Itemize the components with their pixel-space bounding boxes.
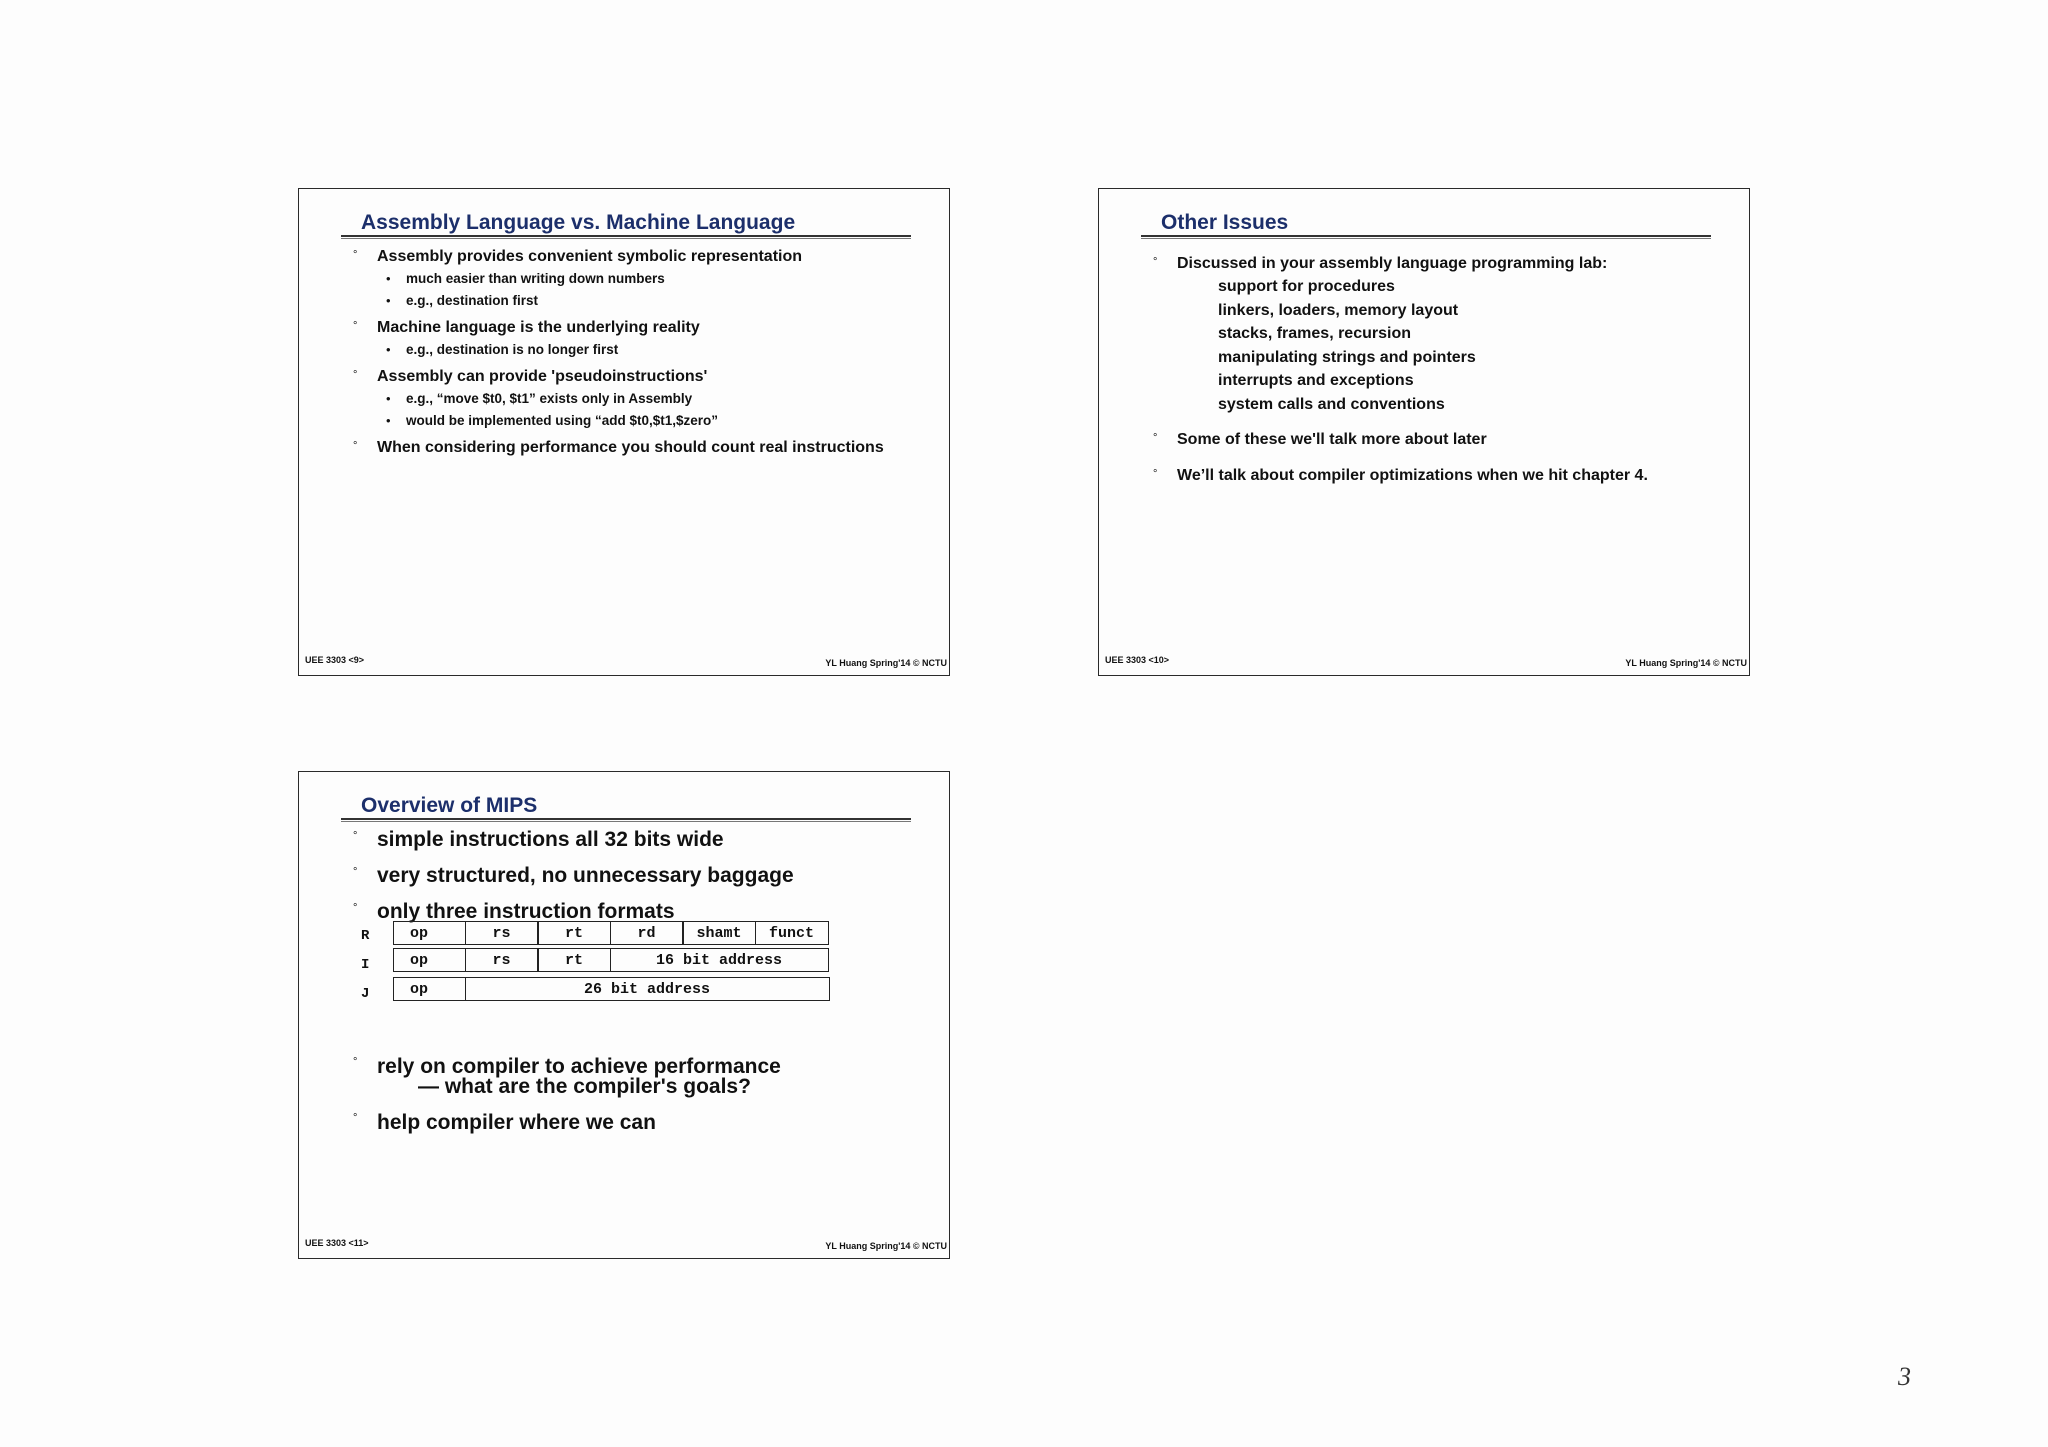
bullet-icon: ° (1153, 432, 1158, 444)
slide-bullet: When considering performance you should count real instructions (377, 439, 884, 456)
slide-footer-right: YL Huang Spring'14 © NCTU (1625, 658, 1747, 668)
bullet-icon: ° (353, 866, 358, 878)
slide-title: Assembly Language vs. Machine Language (361, 211, 796, 234)
format-row-i (393, 948, 829, 970)
slide-indented-item: linkers, loaders, memory layout (1218, 302, 1459, 319)
bullet-icon: ° (353, 369, 358, 381)
sub-bullet-icon: • (386, 342, 391, 357)
bullet-icon: ° (353, 1056, 358, 1068)
format-field: rs (465, 948, 539, 972)
format-field: rd (610, 921, 684, 945)
slide-footer-left: UEE 3303 <10> (1105, 655, 1170, 665)
page-number: 3 (1898, 1362, 1911, 1391)
slide-indented-item: stacks, frames, recursion (1218, 325, 1411, 342)
slide-bullet: Assembly can provide 'pseudoinstructions' (377, 368, 708, 385)
slide-title: Other Issues (1161, 211, 1289, 234)
bullet-icon: ° (353, 440, 358, 452)
slide-sub-bullet: much easier than writing down numbers (406, 271, 665, 286)
slide-footer-left: UEE 3303 <11> (305, 1238, 369, 1248)
slide-indented-item: support for procedures (1218, 278, 1395, 295)
bullet-icon: ° (353, 249, 358, 261)
bullet-icon: ° (353, 1112, 358, 1124)
format-field: shamt (682, 921, 756, 945)
bullet-icon: ° (1153, 468, 1158, 480)
bullet-icon: ° (1153, 256, 1158, 268)
sub-bullet-icon: • (386, 413, 391, 428)
slide-bullet: very structured, no unnecessary baggage (377, 864, 794, 887)
format-field: 16 bit address (610, 948, 829, 972)
format-label-j: J (361, 986, 370, 1002)
slide-bullet: We’ll talk about compiler optimizations when we hit chapter 4. (1177, 467, 1648, 484)
slide-bullet: Machine language is the underlying reality (377, 319, 700, 336)
format-field: funct (755, 921, 829, 945)
format-field: op (393, 921, 466, 945)
format-row-j (393, 977, 830, 999)
sub-bullet-icon: • (386, 391, 391, 406)
slide-bullet: help compiler where we can (377, 1111, 656, 1134)
slide-sub-bullet: e.g., “move $t0, $t1” exists only in Assembly (406, 391, 693, 406)
slide-bullet: only three instruction formats (377, 900, 675, 923)
slide-overview-of-mips (298, 771, 950, 1259)
slide-other-issues (1098, 188, 1750, 676)
bullet-icon: ° (353, 902, 358, 914)
sub-bullet-icon: • (386, 271, 391, 286)
slide-indented-item: interrupts and exceptions (1218, 372, 1414, 389)
slide-title: Overview of MIPS (361, 794, 538, 817)
format-field: rt (537, 948, 611, 972)
slide-sub-bullet: e.g., destination first (406, 293, 539, 308)
slide-indented-item: manipulating strings and pointers (1218, 349, 1476, 366)
format-field: rt (537, 921, 611, 945)
slide-sub-line: — what are the compiler's goals? (418, 1075, 751, 1098)
slide-sub-bullet: e.g., destination is no longer first (406, 342, 619, 357)
slide-bullet: Some of these we'll talk more about later (1177, 431, 1487, 448)
format-label-r: R (361, 928, 370, 944)
slide-bullet: rely on compiler to achieve performance (377, 1055, 781, 1078)
title-rule (341, 235, 911, 239)
title-rule (1141, 235, 1711, 239)
slide-bullet: simple instructions all 32 bits wide (377, 828, 724, 851)
slide-footer-right: YL Huang Spring'14 © NCTU (825, 1241, 947, 1251)
format-field: 26 bit address (465, 977, 830, 1001)
slide-footer-left: UEE 3303 <9> (305, 655, 365, 665)
sub-bullet-icon: • (386, 293, 391, 308)
format-label-i: I (361, 957, 370, 973)
slide-bullet: Assembly provides convenient symbolic representation (377, 248, 803, 265)
format-row-r (393, 921, 829, 943)
format-field: op (393, 977, 466, 1001)
slide-indented-item: system calls and conventions (1218, 396, 1445, 413)
slide-assembly-vs-machine (298, 188, 950, 676)
slide-bullet: Discussed in your assembly language programming lab: (1177, 255, 1608, 272)
format-field: rs (465, 921, 539, 945)
format-field: op (393, 948, 466, 972)
bullet-icon: ° (353, 320, 358, 332)
bullet-icon: ° (353, 830, 358, 842)
slide-sub-bullet: would be implemented using “add $t0,$t1,$zero” (406, 413, 719, 428)
slide-footer-right: YL Huang Spring'14 © NCTU (825, 658, 947, 668)
title-rule (341, 818, 911, 822)
